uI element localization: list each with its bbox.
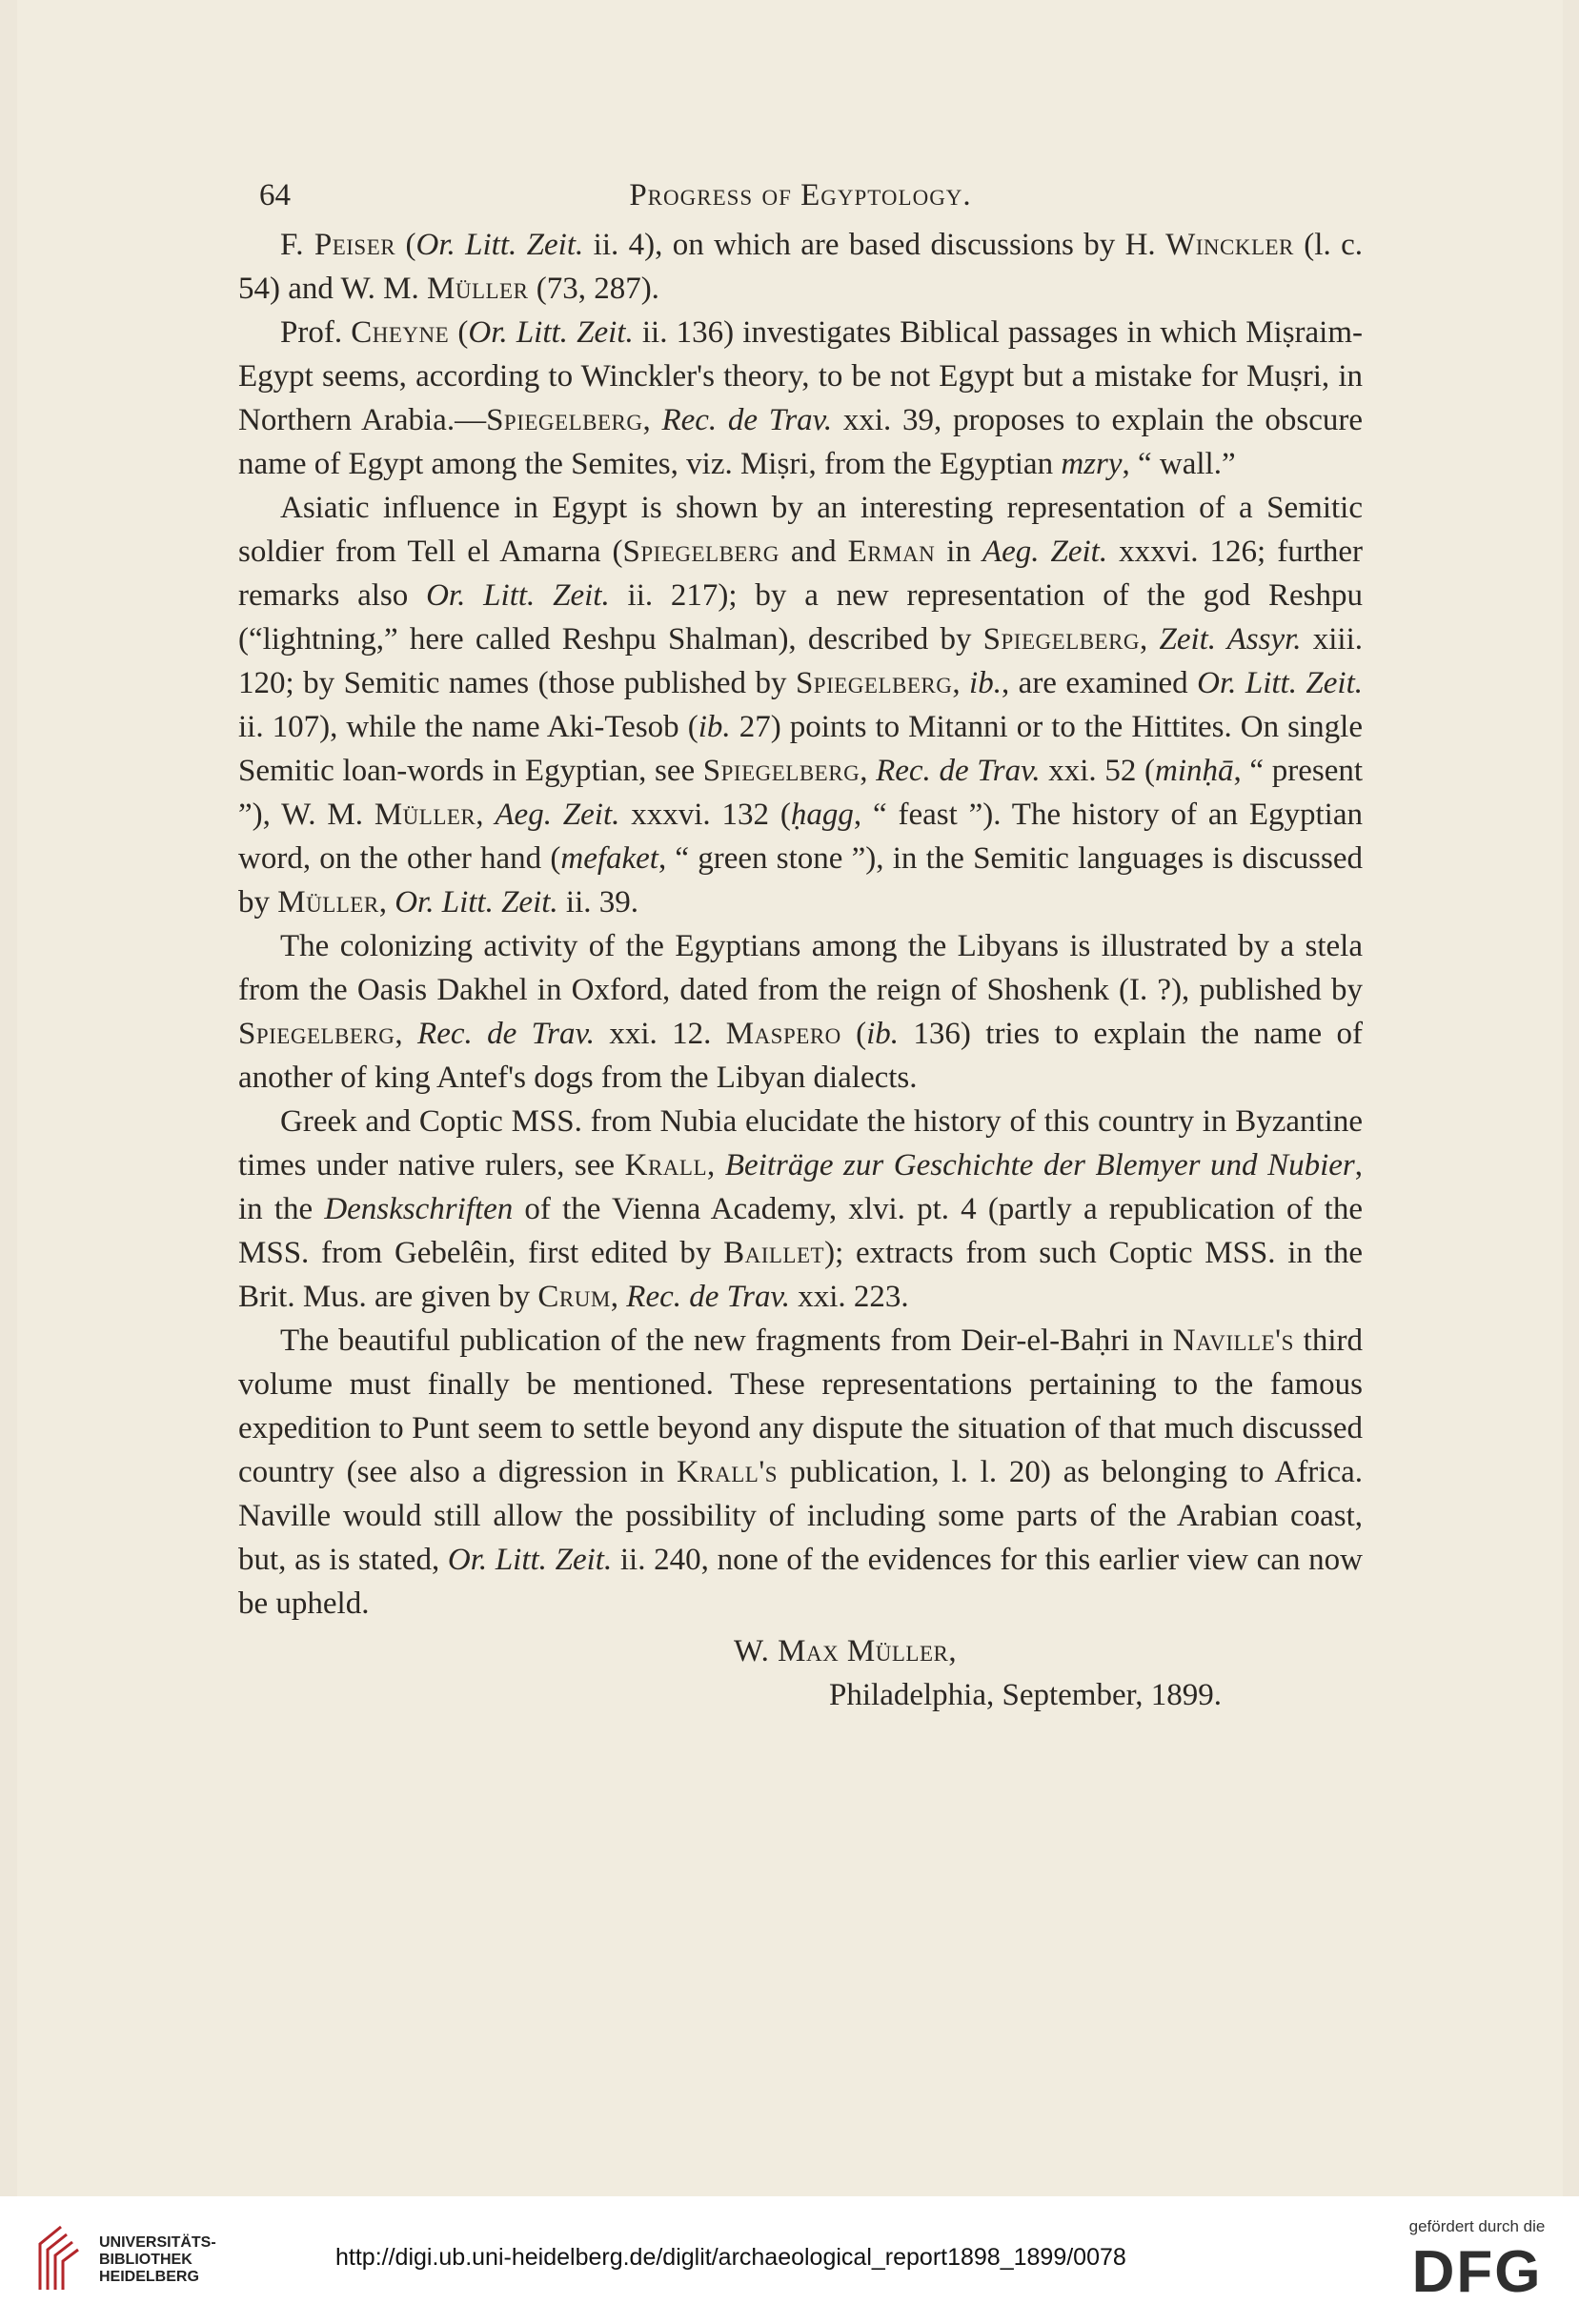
italic-citation: Rec. de Trav. <box>417 1017 595 1051</box>
paragraph <box>238 223 1363 311</box>
library-logo-icon <box>34 2223 90 2292</box>
text-run: xxxvi. 132 ( <box>619 798 791 832</box>
text-run: Greek and Coptic MSS. from Nubia elucidate the history of this country in Byzantine times under native rulers, see <box>238 1104 1363 1182</box>
permalink-url[interactable]: http://digi.ub.uni-heidelberg.de/diglit/archaeological_report1898_1899/0078 <box>335 2244 1126 2271</box>
italic-citation: Or. Litt. Zeit. <box>415 228 584 262</box>
author-name: Müller <box>277 885 379 919</box>
text-run: , “ present ”), W. M. <box>238 754 1364 832</box>
text-run: ii. 39. <box>557 885 639 919</box>
author-name: Spiegelberg <box>982 622 1141 657</box>
text-run: , <box>642 403 662 437</box>
author-name: Spiegelberg <box>238 1017 395 1051</box>
text-run: 27) points to Mitanni or to the Hittites. On single Semitic loan-words in Egyptian, see <box>238 710 1363 788</box>
author-name: Spiegelberg <box>486 403 643 437</box>
paragraph <box>238 486 1363 924</box>
text-run: The beautiful publication of the new fragments from Deir-el-Baḥri in <box>280 1324 1173 1358</box>
library-line: UNIVERSITÄTS- <box>99 2234 216 2251</box>
dfg-logo: DFG <box>1411 2239 1543 2305</box>
text-run: , <box>952 666 970 700</box>
funder-block <box>1401 2217 1553 2303</box>
library-line: BIBLIOTHEK <box>99 2252 192 2268</box>
paragraph <box>238 311 1363 486</box>
library-line: HEIDELBERG <box>99 2269 199 2285</box>
text-run: ii. 240, none of the evidences for this earlier view can now be upheld. <box>238 1543 1363 1621</box>
author-name: Müller <box>427 272 529 306</box>
text-run: ( <box>840 1017 867 1051</box>
text-run: xxxvi. 126; further remarks also <box>238 535 1363 613</box>
funding-note: gefördert durch die <box>1408 2217 1546 2235</box>
text-run: ii. 136) investigates Biblical passages in which Miṣraim-Egypt seems, according to Winckler's theory, to be not Egypt but a mistake for Muṣri, in Northern Arabia.— <box>238 315 1364 437</box>
italic-citation: Or. Litt. Zeit. <box>1197 666 1364 700</box>
library-name <box>99 2234 216 2286</box>
text-run: in <box>935 535 982 569</box>
text-run: xiii. 120; by Semitic names (those published by <box>238 622 1363 700</box>
italic-citation: Or. Litt. Zeit. <box>468 315 634 350</box>
text-run: , <box>476 798 496 832</box>
author-name: Erman <box>847 535 936 569</box>
signature-name: W. Max Müller, <box>734 1634 958 1668</box>
italic-citation: Or. Litt. Zeit. <box>447 1543 613 1577</box>
page-content <box>238 160 1363 1717</box>
italic-citation: ib. <box>969 666 1002 700</box>
italic-citation: minḥā <box>1155 754 1234 788</box>
text-run: ( <box>395 228 416 262</box>
text-run: publication, l. l. 20) as belonging to Africa. Naville would still allow the possibility of including some parts of the Arabian coast, but, as is stated, <box>238 1455 1364 1577</box>
text-run: (l. c. 54) and W. M. <box>238 228 1363 306</box>
page-number: 64 <box>259 178 291 212</box>
text-run: xxi. 12. <box>594 1017 726 1051</box>
italic-citation: Rec. de Trav. <box>876 754 1041 788</box>
author-name: Cheyne <box>351 315 450 350</box>
text-run: ii. 4), on which are based discussions by H. <box>583 228 1166 262</box>
author-name: Crum <box>537 1280 611 1314</box>
author-name: Baillet <box>723 1236 825 1270</box>
italic-citation: Denskschriften <box>324 1192 514 1226</box>
text-run: , “ feast ”). The history of an Egyptian word, on the other hand ( <box>238 798 1363 876</box>
text-run: , “ wall.” <box>1122 447 1236 481</box>
author-name: Spiegelberg <box>795 666 953 700</box>
author-name: Naville's <box>1172 1324 1294 1358</box>
italic-citation: ib. <box>866 1017 900 1051</box>
text-run: , <box>1140 622 1160 657</box>
paragraph <box>238 1319 1363 1626</box>
italic-citation: Zeit. Assyr. <box>1159 622 1302 657</box>
text-run: , <box>860 754 877 788</box>
text-run: The colonizing activity of the Egyptians among the Libyans is illustrated by a stela from the Oasis Dakhel in Oxford, dated from the reign of Shoshenk (I. ?), published by <box>238 929 1363 1007</box>
italic-citation: Rec. de Trav. <box>661 403 833 437</box>
text-run: Prof. <box>280 315 352 350</box>
text-run: (73, 287). <box>528 272 659 306</box>
author-name: Spiegelberg <box>622 535 779 569</box>
text-run: Asiatic influence in Egypt is shown by an interesting representation of a Semitic soldier from Tell el Amarna ( <box>238 491 1363 569</box>
text-run: 136) tries to explain the name of another of king Antef's dogs from the Libyan dialects. <box>238 1017 1364 1095</box>
book-page <box>17 0 1563 2196</box>
text-run: xxi. 223. <box>789 1280 909 1314</box>
text-run: , in the <box>238 1148 1364 1226</box>
italic-citation: ḥagg <box>790 798 854 832</box>
author-name: Spiegelberg <box>702 754 860 788</box>
digitization-footer <box>0 2196 1579 2324</box>
signature-place-date: Philadelphia, September, 1899. <box>829 1678 1223 1712</box>
text-run: ii. 217); by a new representation of the god Reshpu (“lightning,” here called Reshpu Shalman), described by <box>238 578 1363 657</box>
text-run: xxi. 52 ( <box>1040 754 1155 788</box>
text-run: xxi. 39, proposes to explain the obscure name of Egypt among the Semites, viz. Miṣri, from the Egyptian <box>238 403 1364 481</box>
italic-citation: mzry <box>1061 447 1123 481</box>
italic-citation: Rec. de Trav. <box>626 1280 790 1314</box>
text-run: , “ green stone ”), in the Semitic languages is discussed by <box>238 841 1364 919</box>
text-run: , <box>610 1280 627 1314</box>
author-name: F. Peiser <box>280 228 396 262</box>
text-run: , <box>395 1017 418 1051</box>
text-run: and <box>779 535 848 569</box>
text-run: of the Vienna Academy, xlvi. pt. 4 (partly a republication of the MSS. from Gebelêin, first edited by <box>238 1192 1363 1270</box>
italic-citation: Aeg. Zeit. <box>982 535 1108 569</box>
text-run: , are examined <box>1001 666 1198 700</box>
text-run: ( <box>449 315 469 350</box>
italic-citation: Aeg. Zeit. <box>495 798 620 832</box>
author-name: Winckler <box>1165 228 1294 262</box>
text-run: , <box>707 1148 725 1182</box>
author-name: Müller <box>374 798 476 832</box>
italic-citation: Or. Litt. Zeit. <box>426 578 610 613</box>
running-title: Progress of Egyptology. <box>629 178 972 212</box>
body-text <box>238 223 1363 1626</box>
text-run: ); extracts from such Coptic MSS. in the Brit. Mus. are given by <box>238 1236 1363 1314</box>
signature <box>238 1629 1363 1717</box>
italic-citation: Or. Litt. Zeit. <box>395 885 558 919</box>
paragraph <box>238 1100 1363 1319</box>
text-run: third volume must finally be mentioned. These representations pertaining to the famous expedition to Punt seem to settle beyond any dispute the situation of that much discussed country (see also a digression in <box>238 1324 1364 1489</box>
text-run: ii. 107), while the name Aki-Tesob ( <box>238 710 698 744</box>
running-head <box>238 160 1363 213</box>
author-name: Krall <box>624 1148 708 1182</box>
author-name: Krall's <box>676 1455 779 1489</box>
italic-citation: mefaket <box>560 841 658 876</box>
italic-citation: ib. <box>698 710 731 744</box>
paragraph <box>238 924 1363 1100</box>
text-run: , <box>378 885 395 919</box>
italic-citation: Beiträge zur Geschichte der Blemyer und Nubier <box>724 1148 1355 1182</box>
author-name: Maspero <box>725 1017 841 1051</box>
